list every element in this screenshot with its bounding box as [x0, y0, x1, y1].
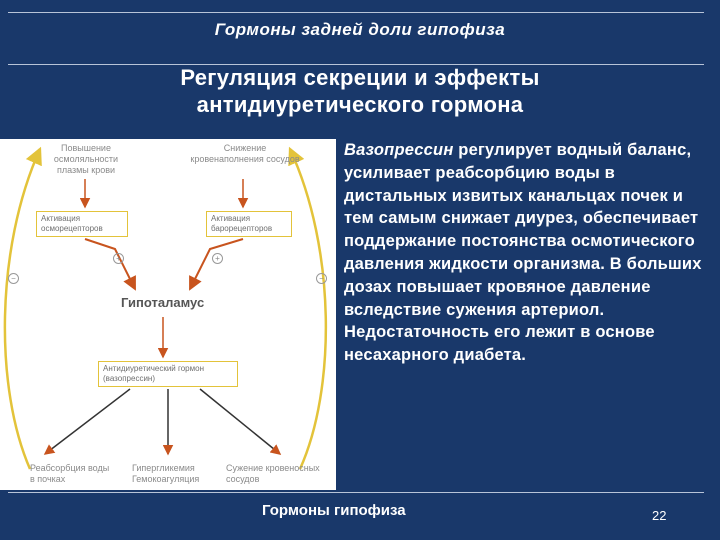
regulation-diagram	[0, 139, 336, 490]
slide-title-line-2: антидиуретического гормона	[196, 92, 524, 117]
header-title: Гормоны задней доли гипофиза	[214, 20, 506, 39]
diagram-arrows	[0, 139, 336, 490]
top-divider	[8, 12, 704, 13]
minus-sign-right: −	[316, 273, 327, 284]
slide-title-line-1: Регуляция секреции и эффекты	[180, 65, 540, 90]
footer-divider	[8, 492, 704, 493]
footer-label: Гормоны гипофиза	[262, 502, 406, 519]
vasopressin-body: регулирует водный баланс, усиливает реабсорбцию воды в дистальных извитых канальцах почек и тем самым снижает диурез, обеспечивает поддержание постоянства осмотического давления жидкости организма. В больших дозах повышает кровяное давление вследствие сужения артериол. Недостаточность его лежит в основе несахарного диабета.	[344, 141, 702, 365]
hyperglycemia-label: Гипергликемия Гемокоагуляция	[132, 463, 200, 484]
arrow-adh-to-vasoconstriction	[200, 389, 280, 454]
arrow-osmoreceptor-to-hypothalamus	[85, 239, 135, 289]
arrow-adh-to-reabsorption	[45, 389, 130, 454]
feedback-curve-right	[290, 149, 326, 469]
vasoconstriction-label: Сужение кровеносных сосудов	[226, 463, 320, 484]
plus-sign-left: +	[113, 253, 124, 264]
baroreceptor-box: Активация барорецепторов	[206, 211, 292, 237]
blood-volume-decrease-label: Снижение кровенаполнения сосудов	[190, 143, 300, 164]
hypothalamus-label: Гипоталамус	[121, 295, 205, 310]
vasopressin-description	[344, 139, 716, 367]
osmolality-increase-label: Повышение осмоляльности плазмы крови	[53, 143, 119, 175]
osmoreceptor-box: Активация осморецепторов	[36, 211, 128, 237]
slide-title	[150, 64, 570, 118]
vasopressin-lead: Вазопрессин	[344, 141, 454, 159]
feedback-curve-left	[5, 149, 40, 469]
page-number: 22	[652, 508, 667, 523]
adh-box: Антидиуретический гормон (вазопрессин)	[98, 361, 238, 387]
plus-sign-right: +	[212, 253, 223, 264]
minus-sign-left: −	[8, 273, 19, 284]
arrow-baroreceptor-to-hypothalamus	[190, 239, 243, 289]
water-reabsorption-label: Реабсорбция воды в почках	[30, 463, 110, 484]
